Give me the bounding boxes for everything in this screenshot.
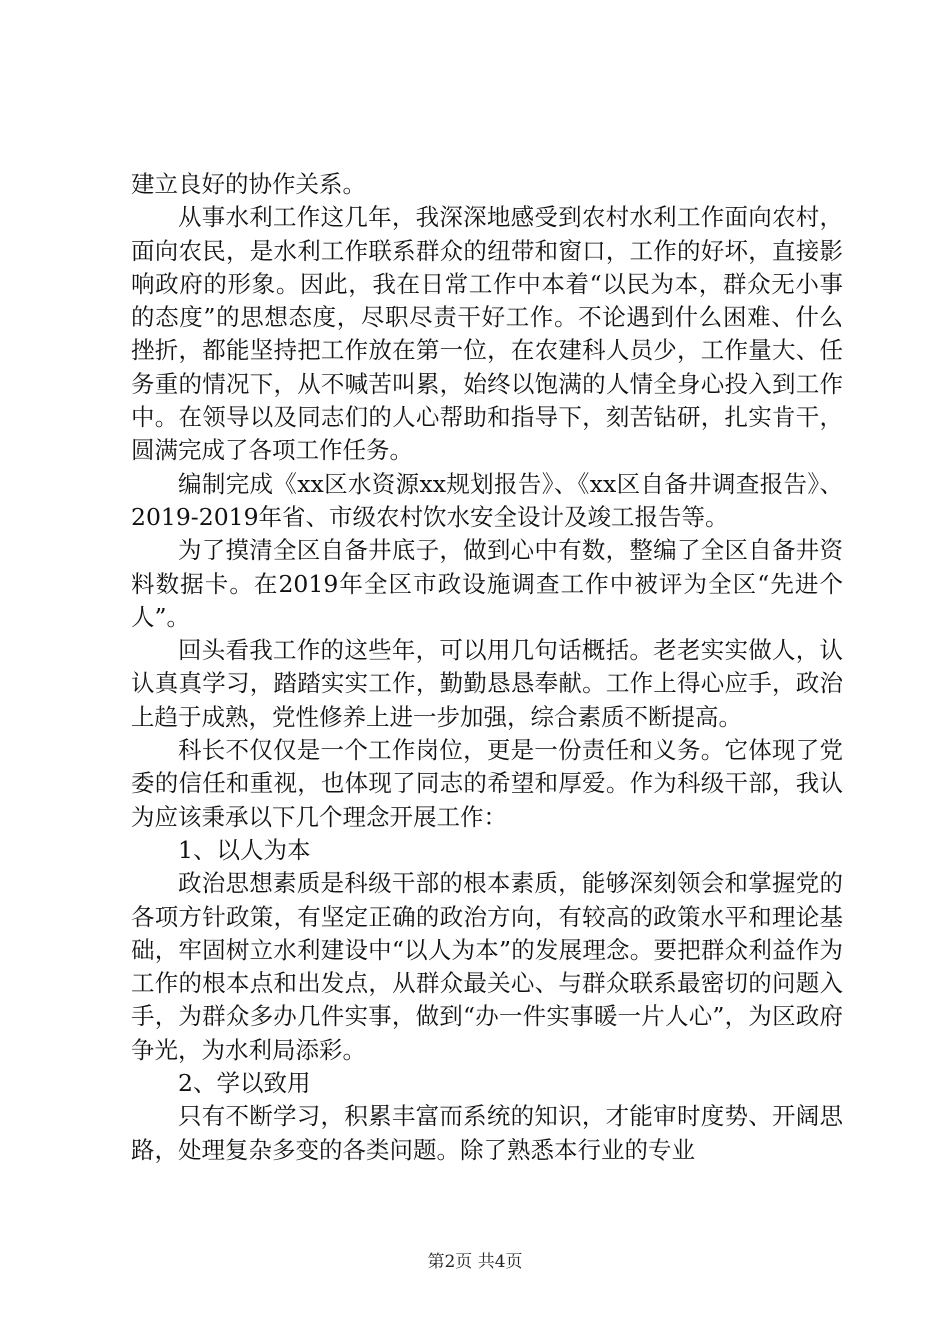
section-heading: 2、学以致用 [178,1069,311,1098]
paragraph: 回头看我工作的这些年，可以用几句话概括。老老实实做人，认认真真学习，踏踏实实工作，勤勤恳恳奉献。工作上得心应手，政治上趋于成熟，党性修养上进一步加强，综合素质不断提高。 [131,636,843,731]
paragraph: 只有不断学习，积累丰富而系统的知识，才能审时度势、开阔思路，处理复杂多变的各类问题。除了熟悉本行业的专业 [131,1102,843,1164]
paragraph: 为了摸清全区自备井底子，做到心中有数，整编了全区自备井资料数据卡。在2019年全区市政设施调查工作中被评为全区“先进个人”。 [131,536,843,631]
page-number-footer: 第2页 共4页 [427,1252,523,1272]
paragraph: 编制完成《xx区水资源xx规划报告》、《xx区自备井调查报告》、2019-2019年省、市级农村饮水安全设计及竣工报告等。 [131,469,843,531]
document-body [131,168,843,1167]
paragraph: 从事水利工作这几年，我深深地感受到农村水利工作面向农村，面向农民，是水利工作联系群众的纽带和窗口，工作的好坏，直接影响政府的形象。因此，我在日常工作中本着“以民为本，群众无小事的态度”的思想态度，尽职尽责干好工作。不论遇到什么困难、什么挫折，都能坚持把工作放在第一位，在农建科人员少，工作量大、任务重的情况下，从不喊苦叫累，始终以饱满的人情全身心投入到工作中。在领导以及同志们的人心帮助和指导下，刻苦钻研，扎实肯干，圆满完成了各项工作任务。 [131,203,843,465]
paragraph: 政治思想素质是科级干部的根本素质，能够深刻领会和掌握党的各项方针政策，有坚定正确的政治方向，有较高的政策水平和理论基础，牢固树立水利建设中“以人为本”的发展理念。要把群众利益作为工作的根本点和出发点，从群众最关心、与群众联系最密切的问题入手，为群众多办几件实事，做到“办一件实事暖一片人心”，为区政府争光，为水利局添彩。 [131,869,843,1064]
paragraph: 建立良好的协作关系。 [131,170,366,198]
paragraph: 科长不仅仅是一个工作岗位，更是一份责任和义务。它体现了党委的信任和重视，也体现了同志的希望和厚爱。作为科级干部，我认为应该秉承以下几个理念开展工作： [131,736,843,831]
section-heading: 1、以人为本 [178,835,311,864]
